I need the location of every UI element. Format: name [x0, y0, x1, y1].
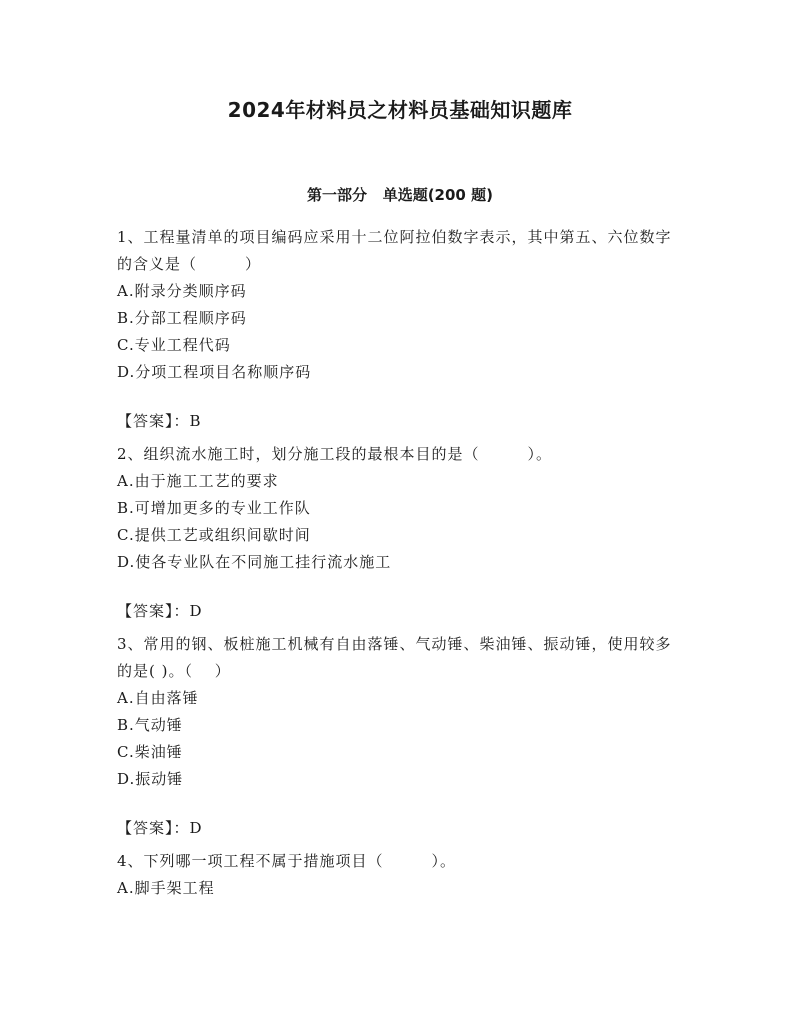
- answer-line: [117, 598, 687, 625]
- question-text: 4、下列哪一项工程不属于措施项目（ ）。: [117, 852, 457, 870]
- answer-value: ：D: [173, 602, 203, 620]
- answer-label: 【答案】: [117, 412, 174, 430]
- question-text: 1、工程量清单的项目编码应采用十二位阿拉伯数字表示，其中第五、六位数字的含义是（ ）: [117, 228, 672, 273]
- option-d: D.振动锤: [117, 770, 184, 788]
- option-b: B.可增加更多的专业工作队: [117, 499, 311, 517]
- option-c: C.柴油锤: [117, 743, 183, 761]
- option-a: A.由于施工工艺的要求: [117, 472, 279, 490]
- section-title: 第一部分 单选题(200 题): [307, 186, 493, 204]
- question-text: 2、组织流水施工时，划分施工段的最根本目的是（ ）。: [117, 445, 553, 463]
- question-item: [117, 441, 687, 625]
- answer-line: [117, 408, 687, 435]
- answer-value: ：B: [173, 412, 202, 430]
- question-item: [117, 224, 687, 435]
- option-c: C.专业工程代码: [117, 336, 231, 354]
- question-list: [117, 224, 687, 902]
- question-item: [117, 848, 687, 902]
- option-b: B.气动锤: [117, 716, 183, 734]
- document-title: 2024年材料员之材料员基础知识题库: [227, 98, 573, 122]
- answer-line: [117, 815, 687, 842]
- option-c: C.提供工艺或组织间歇时间: [117, 526, 311, 544]
- option-d: D.使各专业队在不同施工挂行流水施工: [117, 553, 392, 571]
- answer-value: ：D: [173, 819, 203, 837]
- option-a: A.附录分类顺序码: [117, 282, 247, 300]
- option-a: A.自由落锤: [117, 689, 199, 707]
- option-d: D.分项工程项目名称顺序码: [117, 363, 312, 381]
- answer-label: 【答案】: [117, 602, 174, 620]
- question-item: [117, 631, 687, 842]
- option-a: A.脚手架工程: [117, 879, 215, 897]
- question-text: 3、常用的钢、板桩施工机械有自由落锤、气动锤、柴油锤、振动锤，使用较多的是( )。（ ）: [117, 635, 672, 680]
- option-b: B.分部工程顺序码: [117, 309, 247, 327]
- answer-label: 【答案】: [117, 819, 174, 837]
